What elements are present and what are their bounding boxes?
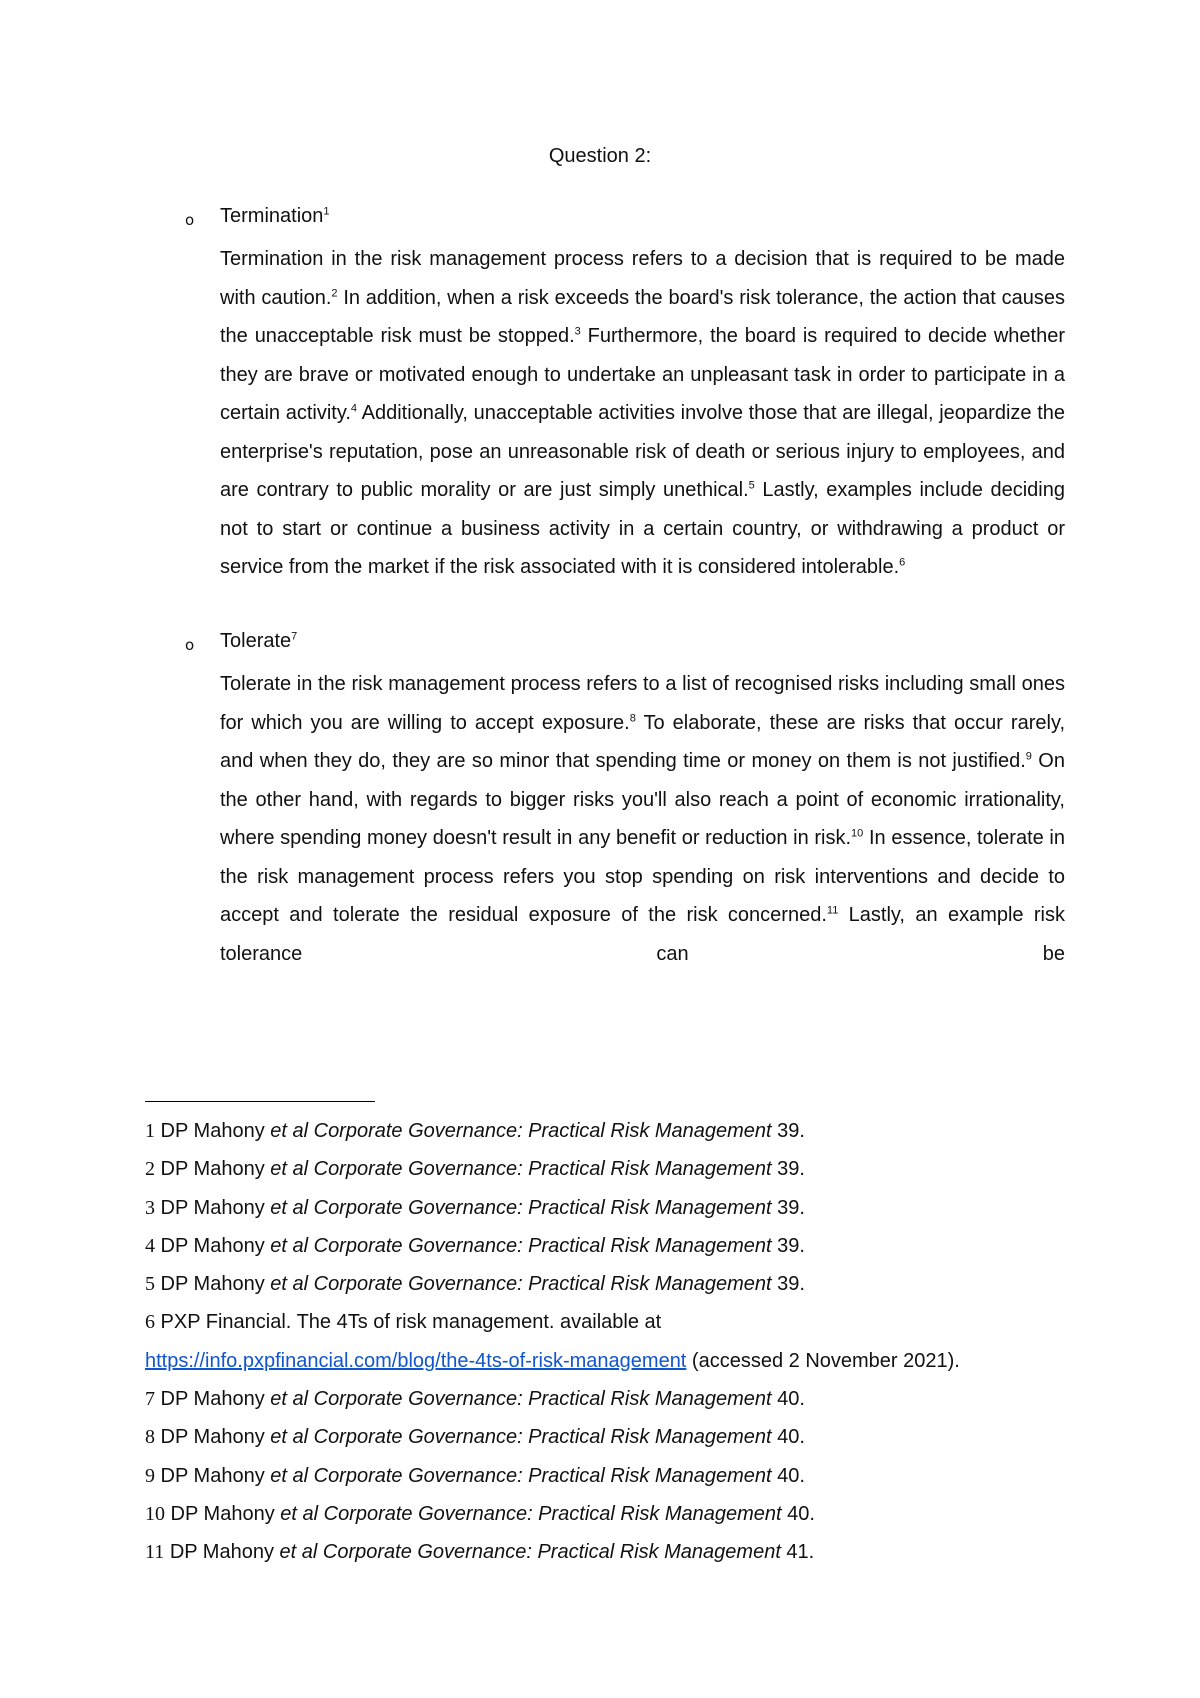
footnote-ref[interactable]: 11 [826, 904, 839, 917]
paragraph-text: Termination in the risk management process refers to a decision that is required to be made with caution. [220, 248, 1065, 309]
footnote-ref[interactable]: 2 [331, 286, 338, 299]
paragraph-text: In addition, when a risk exceeds the board's risk tolerance, the action that causes the unacceptable risk must be stopped. [220, 286, 1065, 347]
footnote-6-continued: https://info.pxpfinancial.com/blog/the-4ts-of-risk-management (accessed 2 November 2021). [145, 1349, 960, 1372]
paragraph-text: In essence, tolerate in the risk management process refers you stop spending on risk interventions and decide to accept and tolerate the residual exposure of the risk concerned. [220, 827, 1066, 926]
footnote-separator [145, 1101, 375, 1102]
bullet-icon: o [185, 211, 195, 229]
footnote-ref[interactable]: 9 [1025, 750, 1032, 763]
section-title: Termination$^1$ [220, 205, 330, 227]
footnote-7: 7 DP Mahony et al Corporate Governance: Practical Risk Management 40. [145, 1388, 805, 1411]
section-paragraph [220, 665, 1065, 973]
footnote-11: 11 DP Mahony et al Corporate Governance: Practical Risk Management 41. [145, 1541, 815, 1564]
footnote-3: 3 DP Mahony et al Corporate Governance: Practical Risk Management 39. [145, 1196, 805, 1219]
footnote-ref[interactable]: 7 [291, 630, 298, 643]
footnote-8: 8 DP Mahony et al Corporate Governance: Practical Risk Management 40. [145, 1426, 805, 1449]
source-link[interactable]: https://info.pxpfinancial.com/blog/the-4ts-of-risk-management [145, 1349, 687, 1372]
footnote-ref[interactable]: 10 [851, 827, 864, 840]
paragraph-text: Additionally, unacceptable activities involve those that are illegal, jeopardize the enterprise's reputation, pose an unreasonable risk of death or serious injury to employees, and are contrary to public morality or are just simply unethical. [220, 402, 1065, 501]
paragraph-text: Lastly, an example risk tolerance can be [220, 904, 1066, 965]
bullet-icon: o [185, 636, 195, 654]
footnote-9: 9 DP Mahony et al Corporate Governance: Practical Risk Management 40. [145, 1464, 805, 1487]
footnote-5: 5 DP Mahony et al Corporate Governance: Practical Risk Management 39. [145, 1273, 805, 1296]
footnote-4: 4 DP Mahony et al Corporate Governance: Practical Risk Management 39. [145, 1234, 805, 1257]
footnote-2: 2 DP Mahony et al Corporate Governance: Practical Risk Management 39. [145, 1158, 805, 1181]
paragraph-text: Furthermore, the board is required to decide whether they are brave or motivated enough to undertake an unpleasant task in order to participate in a certain activity. [220, 325, 1065, 424]
footnote-ref[interactable]: 4 [350, 402, 358, 415]
paragraph-text: To elaborate, these are risks that occur rarely, and when they do, they are so minor that spending time or money on them is not justified. [220, 711, 1066, 772]
footnote-ref[interactable]: 8 [629, 711, 636, 724]
section-title: Tolerate$^7$ [220, 630, 298, 652]
paragraph-text: Tolerate in the risk management process refers to a list of recognised risks including small ones for which you are willing to accept exposure. [220, 673, 1065, 734]
footnote-ref[interactable]: 6 [899, 556, 906, 569]
footnotes [145, 1112, 1075, 1572]
paragraph-text: Lastly, examples include deciding not to start or continue a business activity in a certain country, or withdrawing a product or service from the market if the risk associated with it is considered intolerable. [220, 479, 1065, 578]
section-paragraph [220, 240, 1065, 587]
footnote-10: 10 DP Mahony et al Corporate Governance: Practical Risk Management 40. [145, 1502, 815, 1525]
page-title: Question 2: [548, 145, 652, 167]
footnote-6: 6 PXP Financial. The 4Ts of risk management. available at [145, 1311, 662, 1334]
paragraph-text: On the other hand, with regards to bigger risks you'll also reach a point of economic irrationality, where spending money doesn't result in any benefit or reduction in risk. [220, 750, 1065, 849]
footnote-ref[interactable]: 5 [748, 479, 755, 492]
footnote-1: 1 DP Mahony et al Corporate Governance: Practical Risk Management 39. [145, 1120, 805, 1142]
footnote-ref[interactable]: 1 [323, 205, 330, 218]
footnote-ref[interactable]: 3 [574, 325, 581, 338]
